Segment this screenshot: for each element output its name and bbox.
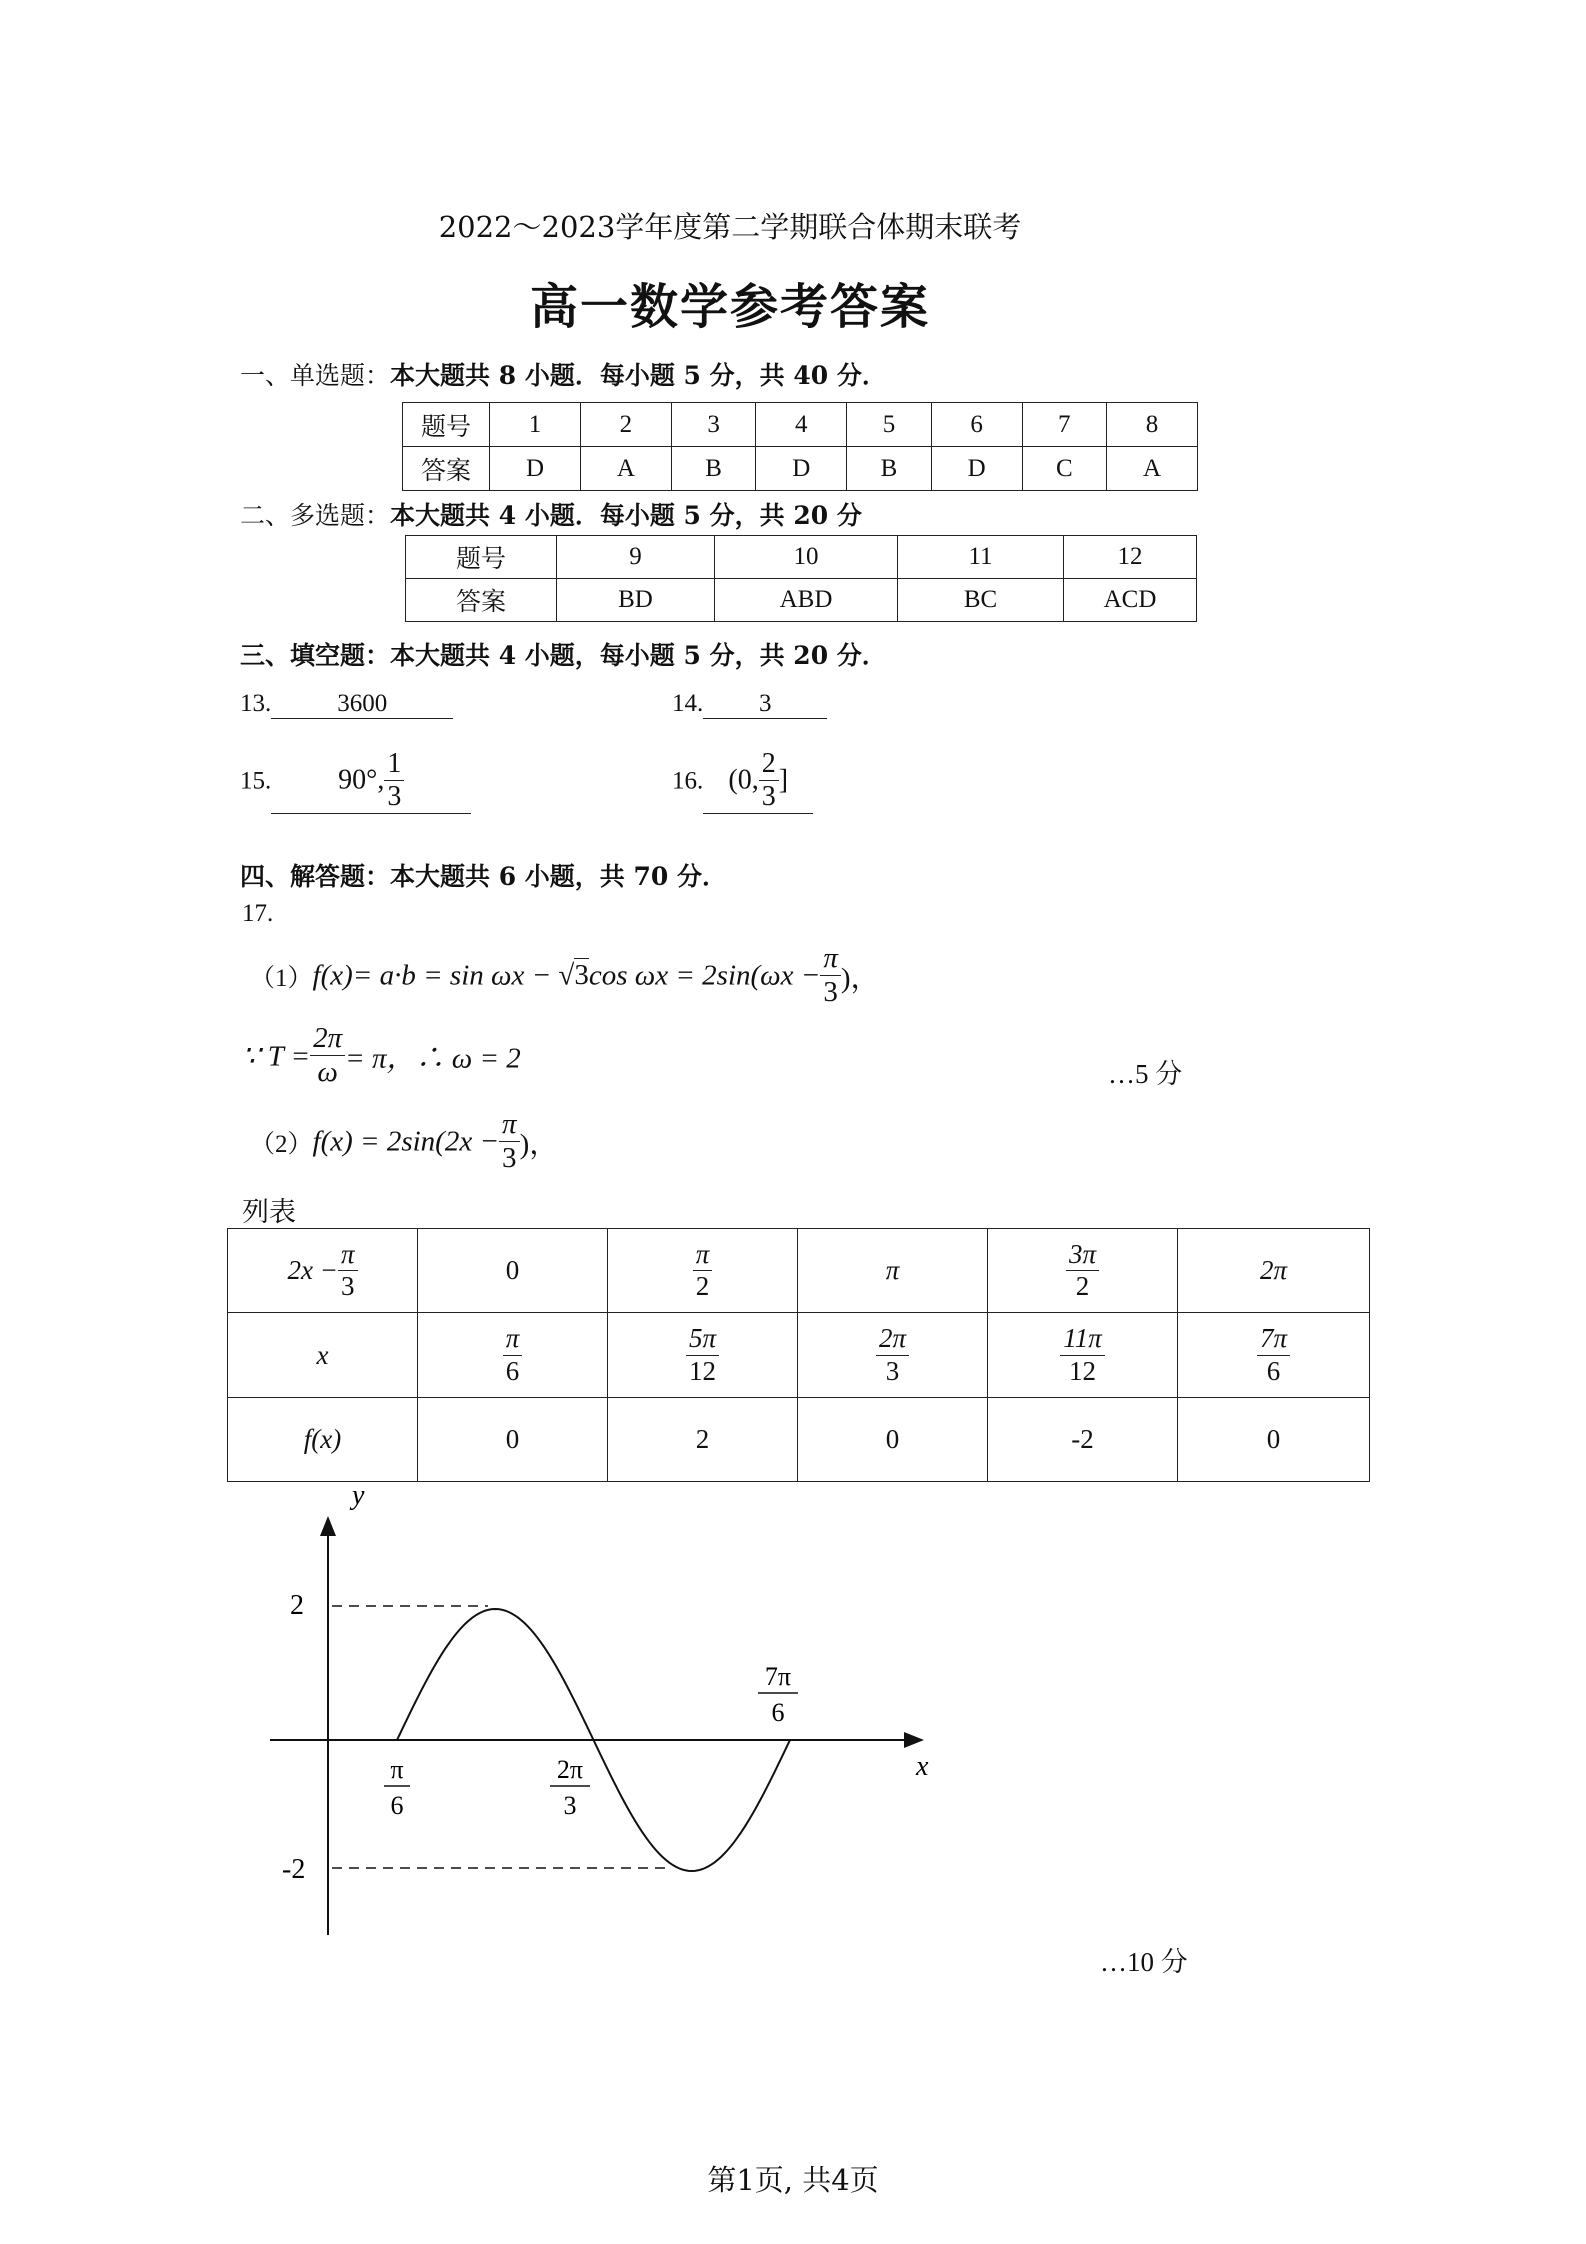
table-cell [1178,1313,1370,1398]
fraction-numerator: 1 [384,748,404,781]
interval-open: (0, [728,764,759,796]
fraction [1257,1323,1290,1386]
list-label: 列表 [242,1197,296,1228]
part-label: （1） [250,964,313,992]
row-head [228,1229,418,1313]
because-clause: ∵ T = [242,1040,311,1073]
score-5: …5 分 [1108,1059,1183,1089]
fraction-denominator: 3 [340,1271,355,1301]
question-label: 15. [240,767,272,795]
question-number: 1 [490,403,581,447]
fraction-numerator: π [338,1239,358,1271]
section2-heading [240,496,862,532]
tick-label-denominator: 6 [390,1791,404,1820]
x-axis-label: x [916,1751,929,1782]
table-cell: 2 [608,1398,798,1482]
answer-blank: 3600 [271,690,453,719]
question-label: 16. [672,767,704,795]
section1-text: 本大题共 8 小题．每小题 5 分，共 40 分． [390,361,887,390]
head-text: 2x − [287,1255,338,1285]
y-axis-label: y [352,1490,365,1511]
function-expr: f(x) = 2sin(2x − [312,1125,500,1158]
question-number: 5 [847,403,931,447]
fraction-denominator: 3 [885,1355,900,1386]
fraction [503,1323,523,1386]
value-table [227,1228,1370,1482]
table-row [228,1229,1370,1313]
table-cell: 2π [1178,1229,1370,1313]
table-row [228,1313,1370,1398]
fraction-numerator: 2π [310,1022,345,1056]
fraction [1066,1239,1099,1302]
table-row [228,1398,1370,1482]
answer-cell: BC [898,579,1064,622]
fraction-numerator: 3π [1066,1239,1099,1271]
tick-label-denominator: 6 [771,1698,785,1727]
answer-cell: A [580,447,671,491]
table-cell [608,1229,798,1313]
tick-label-numerator: π [390,1755,404,1784]
fraction-numerator: 2π [876,1323,909,1355]
table-cell [608,1313,798,1398]
section1-answer-table [402,402,1198,491]
answer-blank [703,748,813,814]
table-cell [988,1229,1178,1313]
dot-product-expr: = a·b = sin ωx − [352,959,559,992]
question-number: 8 [1106,403,1197,447]
fraction [693,1239,713,1302]
table-cell: π [798,1229,988,1313]
fraction-numerator: 7π [1257,1323,1290,1355]
section1-heading [240,356,887,392]
cos-expr: cos ωx = 2sin(ωx − [588,959,821,992]
answer-cell: D [756,447,847,491]
section4-heading: 四、解答题：本大题共 6 小题，共 70 分． [240,862,728,891]
fraction-denominator: 3 [761,781,776,813]
fraction-numerator: π [693,1239,713,1271]
question-number: 10 [715,536,898,579]
section2-text: 本大题共 4 小题．每小题 5 分，共 20 分 [390,501,862,530]
row-label-answer: 答案 [403,447,490,491]
table-cell [988,1313,1178,1398]
question-number: 3 [671,403,755,447]
question-number: 9 [557,536,715,579]
fraction-denominator: 2 [695,1271,710,1301]
question-number: 7 [1022,403,1106,447]
function-lhs: f(x) [312,959,353,992]
question-label: 13. [240,690,272,717]
answer-cell: B [847,447,931,491]
closing-paren: )， [519,1128,559,1161]
fraction-denominator: 6 [1266,1355,1281,1386]
tick-label-numerator: 7π [764,1662,792,1691]
fraction-numerator: π [820,942,841,976]
main-title: 高一数学参考答案 [529,279,930,335]
answer-cell: B [671,447,755,491]
answer-cell: ABD [715,579,898,622]
fraction-numerator: 11π [1060,1323,1105,1355]
answer-blank [271,748,471,814]
question-label: 14. [672,690,704,717]
question-number: 6 [931,403,1022,447]
fraction [1060,1323,1105,1386]
row-label-answer: 答案 [406,579,557,622]
fill-answer-15 [240,748,471,814]
closing-paren: )， [840,962,880,995]
part1-equation [250,942,880,1010]
fraction [499,1108,520,1176]
section3-heading: 三、填空题：本大题共 4 小题，每小题 5 分，共 20 分． [240,641,887,670]
table-cell [798,1313,988,1398]
page-footer: 第1页, 共4页 [707,2163,879,2197]
fraction-denominator: 3 [387,781,402,813]
answer-cell: A [1106,447,1197,491]
fill-answer-14 [672,690,827,719]
part-label: （2） [250,1130,313,1158]
exam-title: 2022～2023学年度第二学期联合体期末联考 [438,210,1022,244]
row-head: f(x) [228,1398,418,1482]
fraction-denominator: 3 [502,1142,517,1175]
question-17-label: 17. [242,900,274,927]
table-cell: -2 [988,1398,1178,1482]
fraction [384,748,404,813]
question-number: 4 [756,403,847,447]
score-10: …10 分 [1100,1947,1188,1977]
section2-prefix: 二、多选题： [240,501,391,530]
fraction-numerator: 2 [759,748,779,781]
y-max-label: 2 [290,1590,304,1621]
row-label-number: 题号 [406,536,557,579]
table-cell: 0 [1178,1398,1370,1482]
section1-prefix: 一、单选题： [240,361,391,390]
answer-text: 90°, [338,764,385,796]
fraction-denominator: 2 [1075,1271,1090,1301]
tick-label-denominator: 3 [563,1791,577,1820]
fraction-numerator: π [503,1323,523,1355]
fill-answer-13 [240,690,453,719]
fraction-denominator: ω [317,1056,338,1089]
table-cell [418,1313,608,1398]
table-cell: 0 [798,1398,988,1482]
answer-cell: D [490,447,581,491]
fraction [876,1323,909,1386]
row-label-number: 题号 [403,403,490,447]
fill-answer-16 [672,748,813,814]
period-equation [242,1022,521,1090]
fraction-denominator: 12 [689,1355,716,1386]
fraction-denominator: 3 [823,976,838,1009]
therefore-clause: = π，∴ ω = 2 [345,1042,521,1075]
question-number: 11 [898,536,1064,579]
fraction-denominator: 6 [505,1355,520,1386]
table-cell: 0 [418,1229,608,1313]
answer-blank: 3 [703,690,827,719]
fraction-numerator: π [499,1108,520,1142]
sqrt-symbol: √3 [558,959,589,992]
interval-close: ] [778,764,789,796]
tick-label-numerator: 2π [556,1755,584,1784]
fraction [338,1239,358,1302]
answer-cell: D [931,447,1022,491]
answer-cell: ACD [1064,579,1197,622]
section2-answer-table [405,535,1197,622]
y-min-label: -2 [282,1854,306,1885]
fraction [310,1022,345,1090]
part2-equation [250,1108,558,1176]
fraction-numerator: 5π [686,1323,719,1355]
sqrt-radicand: 3 [574,959,589,992]
fraction [759,748,779,813]
fraction [686,1323,719,1386]
answer-cell: C [1022,447,1106,491]
fraction-denominator: 12 [1069,1355,1096,1386]
fraction [820,942,841,1010]
question-number: 12 [1064,536,1197,579]
question-number: 2 [580,403,671,447]
table-cell: 0 [418,1398,608,1482]
answer-cell: BD [557,579,715,622]
row-head: x [228,1313,418,1398]
sine-graph [250,1490,970,1950]
